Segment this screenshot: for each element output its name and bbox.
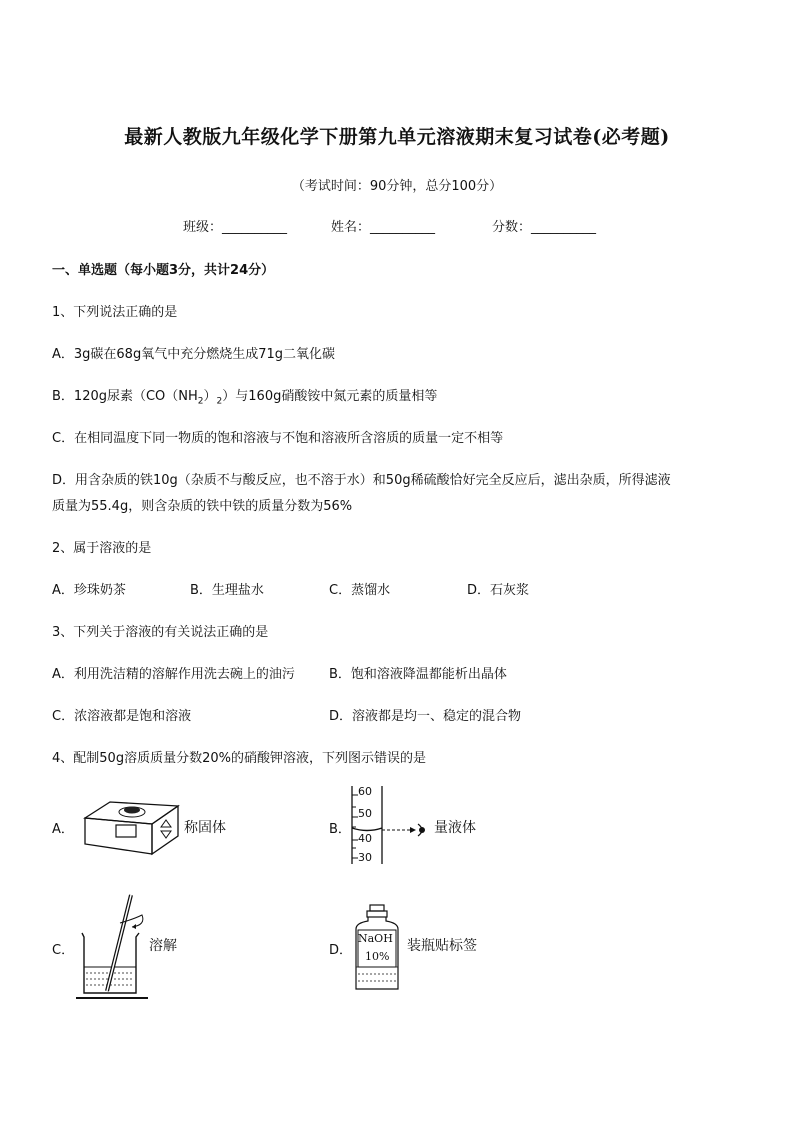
reagent-bottle-figure	[352, 903, 402, 993]
score-field: 分数：__________	[492, 220, 597, 235]
question-1-option-c: C．在相同温度下同一物质的饱和溶液与不饱和溶液所含溶质的质量一定不相等	[52, 431, 504, 446]
name-field: 姓名：__________	[331, 220, 436, 235]
question-4-option-d-label: D．	[329, 943, 353, 958]
question-4-option-a-label: A．	[52, 822, 74, 837]
bottle-label-percent: 10%	[365, 950, 390, 963]
exam-subtitle: （考试时间：90分钟，总分100分）	[291, 179, 503, 194]
question-3-option-a: A．利用洗洁精的溶解作用洗去碗上的油污	[52, 667, 295, 682]
question-4-option-b-caption: 量液体	[434, 820, 476, 836]
question-4-option-a-caption: 称固体	[184, 820, 226, 836]
bottle-label-naoh: NaOH	[358, 932, 393, 945]
question-2-stem: 2、属于溶液的是	[52, 541, 152, 556]
question-4-option-d-caption: 装瓶贴标签	[407, 938, 477, 954]
question-3-option-b: B．饱和溶液降温都能析出晶体	[329, 667, 507, 682]
section-heading: 一、单选题（每小题3分，共计24分）	[52, 263, 275, 278]
question-4-option-c-caption: 溶解	[149, 938, 177, 954]
option-b-text-1: B．120g尿素（CO（NH	[52, 389, 198, 404]
question-2-option-c: C．蒸馏水	[329, 583, 391, 598]
option-b-text-2: ）	[203, 389, 217, 404]
exam-title: 最新人教版九年级化学下册第九单元溶液期末复习试卷(必考题)	[124, 126, 670, 148]
question-2-option-d: D．石灰浆	[467, 583, 530, 598]
question-3-stem: 3、下列关于溶液的有关说法正确的是	[52, 625, 269, 640]
question-3-option-c: C．浓溶液都是饱和溶液	[52, 709, 192, 724]
question-1-option-d-line2: 质量为55.4g，则含杂质的铁中铁的质量分数为56%	[52, 499, 353, 514]
cylinder-tick-50: 50	[358, 807, 372, 820]
cylinder-tick-60: 60	[358, 785, 372, 798]
question-2-option-b: B．生理盐水	[190, 583, 264, 598]
question-3-option-d: D．溶液都是均一、稳定的混合物	[329, 709, 522, 724]
question-4-stem: 4、配制50g溶质质量分数20%的硝酸钾溶液，下列图示错误的是	[52, 751, 426, 766]
question-4-option-b-label: B．	[329, 822, 351, 837]
question-2-option-a: A．珍珠奶茶	[52, 583, 126, 598]
balance-figure	[80, 796, 184, 860]
cylinder-tick-30: 30	[358, 851, 372, 864]
question-4-option-c-label: C．	[52, 943, 75, 958]
option-b-subscript-1: 2	[197, 396, 204, 407]
class-field: 班级：__________	[183, 220, 288, 235]
question-1-option-a: A．3g碳在68g氧气中充分燃烧生成71g二氧化碳	[52, 347, 336, 362]
cylinder-tick-40: 40	[358, 832, 372, 845]
option-b-subscript-2: 2	[216, 396, 223, 407]
question-1-stem: 1、下列说法正确的是	[52, 305, 178, 320]
beaker-stirring-figure	[76, 893, 150, 1003]
question-1-option-d-line1: D．用含杂质的铁10g（杂质不与酸反应，也不溶于水）和50g稀硫酸恰好完全反应后，滤出杂质，所得滤液	[52, 473, 671, 488]
question-1-option-b	[52, 385, 437, 407]
option-b-text-3: ）与160g硝酸铵中氮元素的质量相等	[222, 389, 438, 404]
